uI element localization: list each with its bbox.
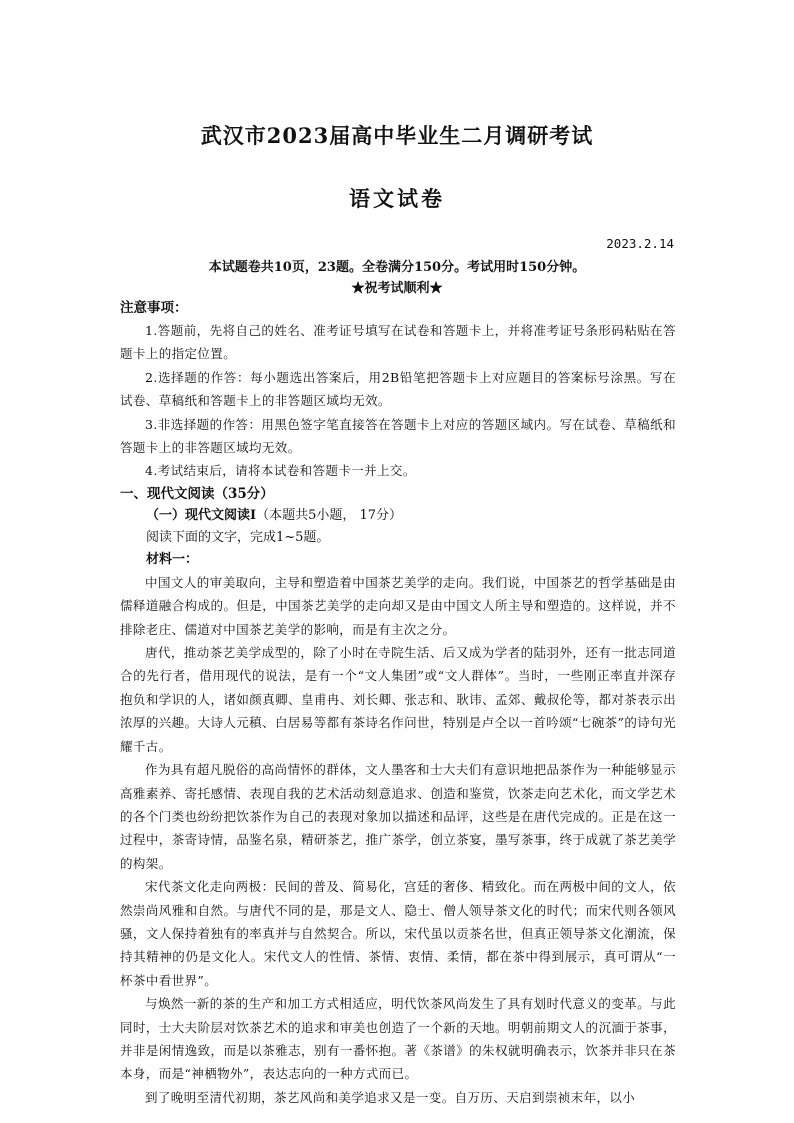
passage-paragraph: 中国文人的审美取向，主导和塑造着中国茶艺美学的走向。我们说，中国茶艺的哲学基础是由儒释道融合构成的。但是，中国茶艺美学的走向却又是由中国文人所主导和塑造的。这样说，并不排除老庄、儒道对中国茶艺美学的影响，而是有主次之分。 — [120, 574, 676, 637]
passage-paragraph: 与焕然一新的茶的生产和加工方式相适应，明代饮茶风尚发生了具有划时代意义的变革。与此同时，士大夫阶层对饮茶艺术的追求和审美也创造了一个新的天地。明朝前期文人的沉湎于茶事，并非是闲情逸致，而是以茶雅志，别有一番怀抱。著《茶谱》的朱权就明确表示，饮茶并非只在茶本身，而是“神栖物外”，表达志向的一种方式而已。 — [120, 996, 676, 1082]
passage-paragraph: 作为具有超凡脱俗的高尚情怀的群体，文人墨客和士大夫们有意识地把品茶作为一种能够显示高雅素养、寄托感情、表现自我的艺术活动刻意追求、创造和鉴赏，饮茶走向艺术化，而文学艺术的各个门类也纷纷把饮茶作为自己的表现对象加以描述和品评，这些是在唐代完成的。正是在这一过程中，茶寄诗情，品鉴名泉，精研茶艺，推广茶学，创立茶宴，墨写茶事，终于成就了茶艺美学的构架。 — [120, 762, 676, 871]
subsection-title: （一）现代文阅读Ⅰ — [146, 507, 257, 523]
subsection-note: （本题共5小题， 17分） — [256, 507, 403, 523]
notice-item: 2.选择题的作答：每小题选出答案后，用2B铅笔把答题卡上对应题目的答案标号涂黑。写在试卷、草稿纸和答题卡上的非答题区域均无效。 — [120, 369, 676, 409]
reading-instruction: 阅读下面的文字，完成1~5题。 — [146, 529, 330, 545]
exam-content — [120, 298, 676, 1109]
exam-title: 武汉市2023届高中毕业生二月调研考试 — [200, 123, 594, 148]
exam-blessing: ★祝考试顺利★ — [351, 281, 443, 296]
section-heading: 一、现代文阅读（35分） — [120, 485, 274, 502]
passage-paragraph: 宋代茶文化走向两极：民间的普及、简易化，宫廷的奢侈、精致化。而在两极中间的文人，依然崇尚风雅和自然。与唐代不同的是，那是文人、隐士、僧人领导茶文化的时代；而宋代则各领风骚，文人保持着独有的率真并与自然契合。所以，宋代虽以贡茶名世，但真正领导茶文化潮流，保持其精神的仍是文化人。宋代文人的性情、茶情、衷情、柔情，都在茶中得到展示，真可谓从“一杯茶中看世界”。 — [120, 879, 676, 988]
notice-heading: 注意事项： — [120, 300, 188, 316]
passage-paragraph: 唐代，推动茶艺美学成型的，除了小时在寺院生活、后又成为学者的陆羽外，还有一批志同道合的先行者，借用现代的说法，是有一个“文人集团”或“文人群体”。当时，一些刚正率直并深存抱负和学识的人，诸如颜真卿、皇甫冉、刘长卿、张志和、耿讳、孟郊、戴叔伦等，都对茶表示出浓厚的兴趣。大诗人元稹、白居易等都有茶诗名作问世，特别是卢仝以一首吟颂“七碗茶”的诗句光耀千古。 — [120, 645, 676, 754]
material-label: 材料一： — [146, 551, 199, 567]
notice-item: 3.非选择题的作答：用黑色签字笔直接答在答题卡上对应的答题区域内。写在试卷、草稿纸和答题卡上的非答题区域均无效。 — [120, 416, 676, 456]
exam-date: 2023.2.14 — [606, 236, 674, 251]
exam-info: 本试题卷共10页，23题。全卷满分150分。考试用时150分钟。 — [208, 260, 586, 275]
passage-paragraph: 到了晚明至清代初期，茶艺风尚和美学追求又是一变。自万历、天启到崇祯末年，以小 — [145, 1089, 636, 1105]
subsection-heading — [120, 505, 676, 527]
exam-subtitle: 语文试卷 — [349, 186, 445, 211]
notice-item: 1.答题前，先将自己的姓名、准考证号填写在试卷和答题卡上，并将准考证号条形码粘贴在答题卡上的指定位置。 — [120, 323, 676, 362]
notice-item: 4.考试结束后，请将本试卷和答题卡一并上交。 — [145, 463, 416, 479]
